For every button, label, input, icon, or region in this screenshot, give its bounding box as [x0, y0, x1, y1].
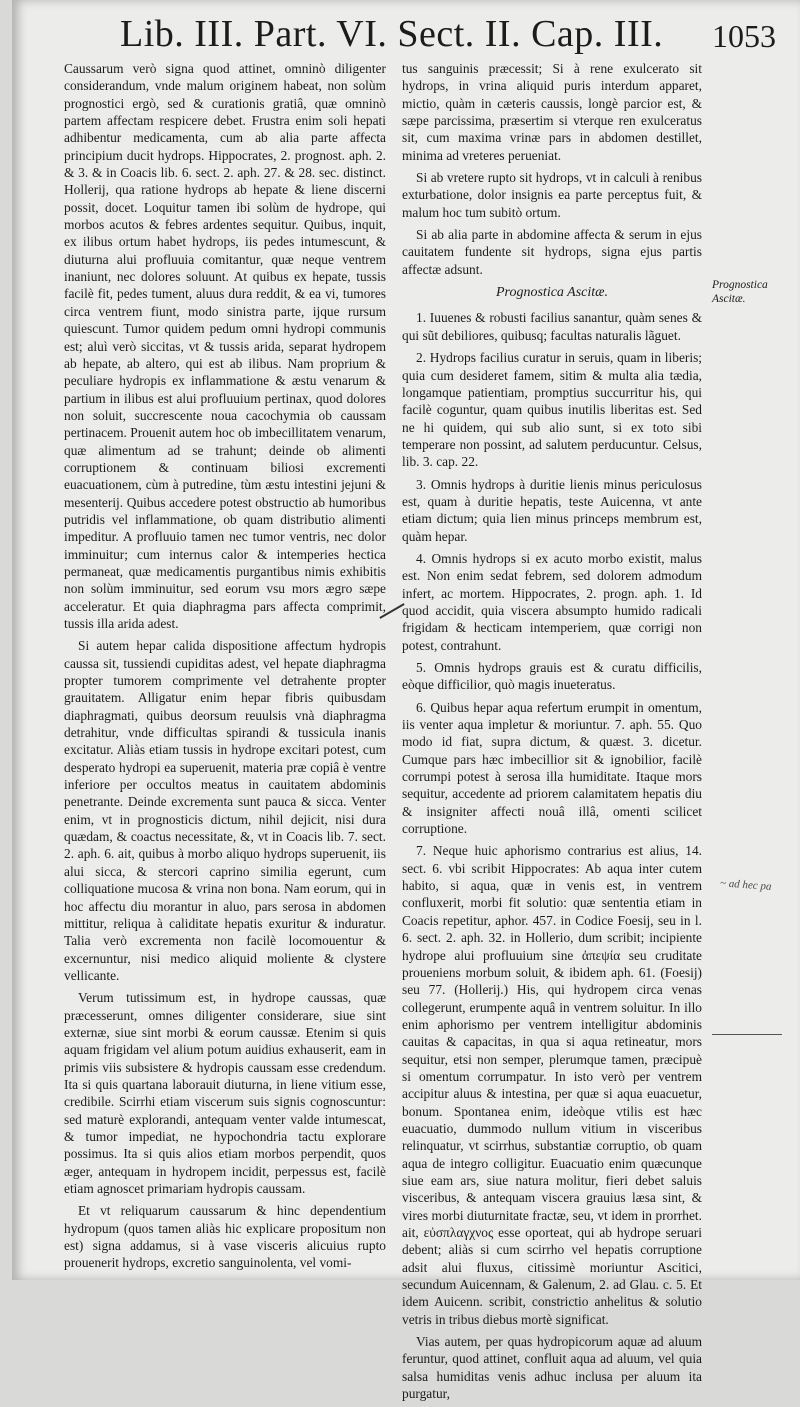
prognostic-item: 5. Omnis hydrops grauis est & curatu difficilis, eòque difficilior, quò magis inueteratus. [402, 660, 702, 693]
paragraph: Vias autem, per quas hydropicorum aquæ ad aluum feruntur, quod attinet, confluit aqua ad aluum, vel quia salsa humiditas venis adhuc inclusa per aluum ita purgatur, [402, 1334, 702, 1402]
prognostic-item: 3. Omnis hydrops à duritie lienis minus periculosus est, quam à duritie hepatis, teste Auicenna, vt ante etiam dictum; quia lien minus princeps membrum est, quàm hepar. [402, 476, 702, 544]
paragraph: tus sanguinis præcessit; Si à rene exulcerato sit hydrops, in vrina aliquid puris interdum apparet, mictio, quàm in cæteris caussis, longè parcior est, & sæpe parcissima, præsertim si vterque ren exulceratus sit, cum maxima vrinæ pars in abdomen destillet, minima ad vreteres perueniat. [402, 61, 702, 163]
handwritten-annotation: ~ ad hec pa [719, 877, 772, 893]
margin-note: Prognostica Ascitæ. [712, 279, 768, 305]
section-heading: Prognostica Ascitæ. [496, 285, 608, 301]
page-header [12, 8, 800, 60]
right-column [402, 60, 702, 1407]
left-column [64, 60, 386, 1277]
ink-line [712, 1034, 782, 1035]
paragraph: Si ab alia parte in abdomine affecta & serum in ejus cauitatem fundente sit hydrops, signa ejus partis affectæ adsunt. [402, 227, 702, 277]
paragraph: Verum tutissimum est, in hydrope caussas, quæ præcesserunt, omnes diligenter considerare, siue sint externæ, siue sint morbi & eorum caussæ. Etenim si quis aquam frigidam vel alium potum auidius exhauserit, eam in primis viis subsistere & hydropis caussam esse credendum. Ita si quis quartana laborauit diuturna, in liene vitium esse, credibile. Scirrhi etiam viscerum suis signis cognoscuntur: sed maturè explorandi, antequam venter valde intumescat, & tumor impediat, ne hypochondria tactu explorare possimus. Ita si quis alios etiam morbos perpendit, quos æger, antequam in hydropem incidit, perpessus est, facilè etiam agnoscet primariam hydropis caussam. [64, 990, 386, 1196]
paragraph: Si autem hepar calida dispositione affectum hydropis caussa sit, tussiendi cupiditas adest, vel hepate diaphragma propter tumorem comprimente vel detrahente propter grauitatem. Alligatur enim hepar fibris quibusdam diaphragmati, quibus deorsum reuulsis vnà diaphragma detrahitur, vnde difficultas spirandi & tussicula inanis excitatur. Aliàs etiam tussis in hydrope excitari potest, cum desperato hydropi ea superuenit, materia præ copiâ è ventre inferiore per occultos meatus in cauitatem abdominis penetrante. Deinde excrementa sunt pauca & sicca. Venter enim, vt in prognosticis dictum, nihil dejicit, nisi dura quædam, & coactus necessitate, &, vt in Coacis lib. 7. sect. 2. aph. 6. ait, quibus à morbo aliquo hydrops superuenit, iis alui sicca, & stercori caprino similia egerunt, cum colliquatione mucosa & vrina non bona. Nam eorum, qui in hoc affectu diu morantur in aluo, pars serosa in abdomen mittitur, reliqua à caliditate hepatis exuritur & induratur. Talia verò excrementa non facilè locomouentur & excernuntur, nisi medico aliquid moliente & clystere vellicante. [64, 638, 386, 983]
book-page [12, 0, 800, 1402]
paragraph: Si ab vretere rupto sit hydrops, vt in calculi à renibus exturbatione, dolor insignis ea parte perceptus fuit, & malum hoc tum subitò ortum. [402, 170, 702, 220]
prognostic-item: 2. Hydrops facilius curatur in seruis, quam in liberis; quia cum desideret famem, sitim & multa alia tædia, longamque patientiam, promptius succurritur his, qui facilè coguntur, quam quibus inutilis liberitas est. Sed ne hi quidem, qui sub alio sunt, si ex toto sibi temperare non possint, ad salutem perducuntur. Celsus, lib. 3. cap. 22. [402, 350, 702, 470]
prognostic-item: 6. Quibus hepar aqua refertum erumpit in omentum, iis venter aqua impletur & moriuntur. 7. aph. 55. Quo modo id fiat, supra dictum, & quæst. 3. dicetur. Cumque pars hæc imbecillior sit & ignobilior, facilè corrumpi potest à serosa illa humiditate. Itaque mors sequitur, accedente ad priorem calamitatem hepatis diu & insigniter affecti nouâ illâ, omenti scilicet corruptione. [402, 699, 702, 837]
paragraph: Caussarum verò signa quod attinet, omninò diligenter considerandum, vnde malum originem habeat, non solùm prognostici ergò, sed & curationis gratiâ, quæ omninò partem affectam respicere debet. Frustra enim soli hepati adhibentur medicamenta, cum ab alia parte affecta principium ducit hydrops. Hippocrates, 2. prognost. aph. 2. & 3. & in Coacis lib. 6. sect. 2. aph. 27. & 28. sec. distinct. Hollerij, qua ratione hydrops ab hepate & liene discerni possit, docet. Loquitur tamen ibi solùm de hydrope, qui morbos acutos & febres ardentes sequitur. Quibus, inquit, ex ilibus ortum habet hydrops, iis pedes intumescunt, & diuturna alui profluuia comitantur, quæ neque ventrem inaniunt, nec dolores soluunt. At quibus ex hepate, tussis facilè fit, pedes tument, aluus dura reddit, & ea vi, tumores circa ventrem fiunt, modo sinistra parte, ijque rursum quiescunt. Tumor quidem pedum omni hydropi communis est; aluì verò siccitas, vt & tussis arida, separat hydropem ab hepate, ab altero, qui est ab ilibus. Nam proprium & peculiare hydropis ex inflammatione & æstu venarum & partium in ilibus est alui profluuium pertinax, quod dolores non soluit, succrescente noua cacochymia ob caussam pertinacem. Prouenit autem hoc ob imbecillitatem venarum, quæ alimentum ad se trahunt; deinde ob alimenti corruptionem & continuam biliosi excrementi euacuationem, cùm à putredine, tùm æstu intestini jejuni & mesenterij. Quibus accedere potest obstructio ab humoribus putridis vel inflammatione, ob quam distributio alimenti impeditur. A profluuio tamen nec tumor ventris, nec dolor imminuitur; cum internus calor & intemperies hectica permaneat, quæ medicamentis purgantibus nimis exhibitis non solùm imminuitur, sed eorum vsu mors ægro sæpe acceleratur. Et quia diaphragma pars affecta comprimit, tussis illa arida adest. [64, 61, 386, 631]
prognostic-item: 4. Omnis hydrops si ex acuto morbo existit, malus est. Non enim sedat febrem, sed dolorem admodum infert, ac mortem. Hippocrates, 2. progn. aph. 1. Id quod accidit, quia viscera absumpto humido radicali frigidam & hecticam intemperiem, quæ corrigi non potest, contrahunt. [402, 550, 702, 653]
paragraph: Et vt reliquarum caussarum & hinc dependentium hydropum (quos tamen aliàs hic explicare propositum non est) signa addamus, si à vase visceris alicuius rupto prouenerit hydrops, excretio sanguinolenta, vel vomi- [64, 1203, 386, 1271]
prognostic-item: 1. Iuuenes & robusti facilius sanantur, quàm senes & qui sũt debiliores, quibusq; facultas naturalis lãguet. [402, 310, 702, 343]
prognostic-item: 7. Neque huic aphorismo contrarius est alius, 14. sect. 6. vbi scribit Hippocrates: Ab aqua inter cutem habito, si aqua, quæ in venis est, in ventrem confluxerit, morbi fit solutio: quæ sententia etiam in Coacis repetitur, aphor. 457. in Codice Foesij, seu in l. 6. sect. 2. aph. 32. in Hollerio, dum scribit; incipiente hydrope alui profluuium sine ἀπεψία seu cruditate proueniens morbum soluit, & ibidem aph. 61. (Foesij) seu 77. (Hollerij.) His, qui hydropem circa venas collegerunt, erumpente aquâ in ventrem soluitur. In illo enim aphorismo per ventrem intelligitur abdominis cauitas & capacitas, in qua si aqua retineatur, mors sequitur, etsi non semper, plerumque tamen, præcipuè si omentum corrumpatur. In isto verò per ventrem accipitur aluus & intestina, per quæ si aqua euacuetur, bonum. Spontanea enim, ideòque vtilis est hæc euacuatio, dummodo nullum vitium in visceribus relinquatur, vt scirrhus, substantiæ corruptio, ob quam aqua de integro colligitur. Euacuatio enim quæcunque siue eam ars, siue natura molitur, fieri debet saluis visceribus, & antequam viscera grauius læsa sint, & vires morbi diuturnitate fractæ, seu, vt idem in prorrhet. ait, εὐσπλαγχνος esse oporteat, qui ab hydrope seruari debent; aliàs si cum scirrho vel hepatis corruptione adsit alui fluxus, citissimè moriuntur Ascitici, secundum Auicennam, & Galenum, 2. ad Glau. c. 5. Et idem Auicenn. scribit, constrictio anhelitus & solutio vetris in tribus diebus mortè significat. [402, 843, 702, 1327]
running-title: Lib. III. Part. VI. Sect. II. Cap. III. [120, 13, 664, 55]
page-number: 1053 [712, 18, 776, 54]
